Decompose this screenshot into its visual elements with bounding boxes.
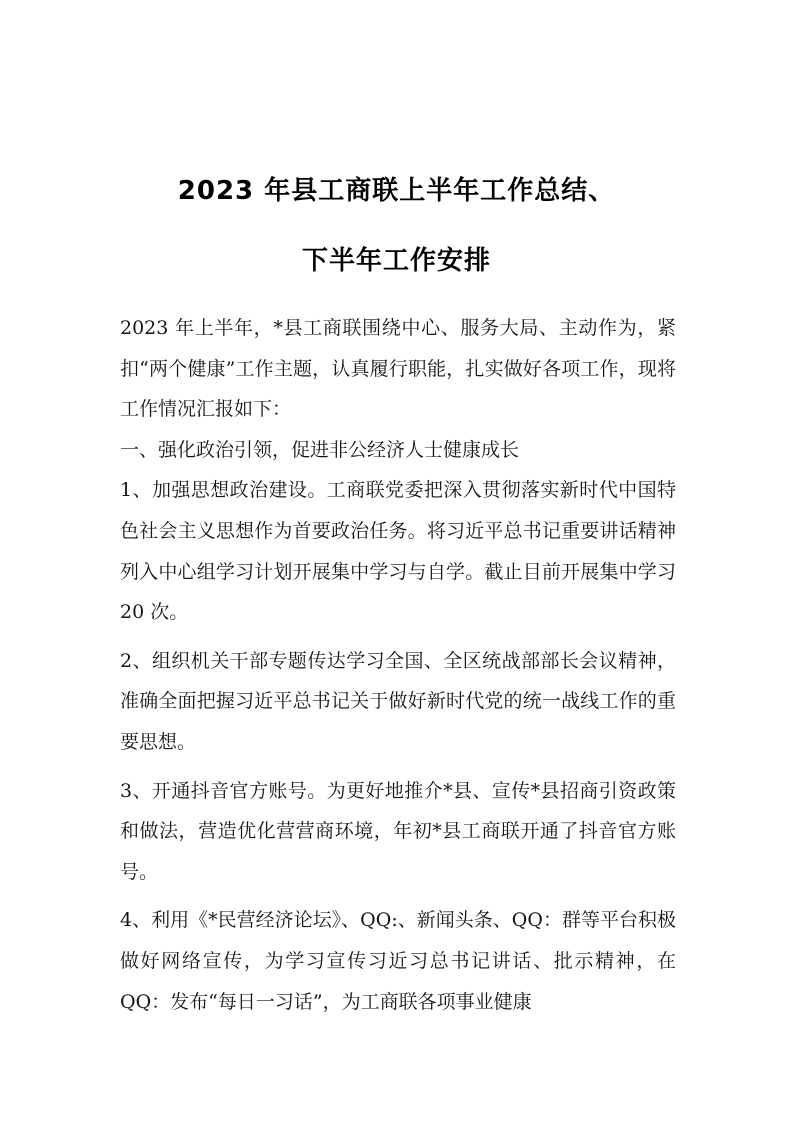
item-paragraph-1: 1、加强思想政治建设。工商联党委把深入贯彻落实新时代中国特色社会主义思想作为首要政治任务。将习近平总书记重要讲话精神列入中心组学习计划开展集中学习与自学。截止目前开展集中学习 20 次。 — [120, 479, 676, 624]
item-paragraph-3: 3、开通抖音官方账号。为更好地推介*县、宣传*县招商引资政策和做法，营造优化营营商环境，年初*县工商联开通了抖音官方账号。 — [120, 779, 676, 883]
document-body — [120, 308, 676, 1022]
intro-paragraph: 2023 年上半年，*县工商联围绕中心、服务大局、主动作为，紧扣“两个健康”工作主题，认真履行职能，扎实做好各项工作，现将工作情况汇报如下： — [120, 317, 676, 421]
section-heading-1: 一、强化政治引领，促进非公经济人士健康成长 — [120, 438, 520, 461]
document-title-line-1: 2023 年县工商联上半年工作总结、 — [177, 176, 616, 206]
item-paragraph-2: 2、组织机关干部专题传达学习全国、全区统战部部长会议精神，准确全面把握习近平总书记关于做好新时代党的统一战线工作的重要思想。 — [120, 649, 676, 753]
item-paragraph-4: 4、利用《*民营经济论坛》、QQ:、新闻头条、QQ：群等平台积极做好网络宣传，为学习宣传习近习总书记讲话、批示精神，在 QQ：发布“每日一习话”，为工商联各项事业健康 — [120, 909, 676, 1013]
document-title-line-2: 下半年工作安排 — [301, 246, 491, 276]
